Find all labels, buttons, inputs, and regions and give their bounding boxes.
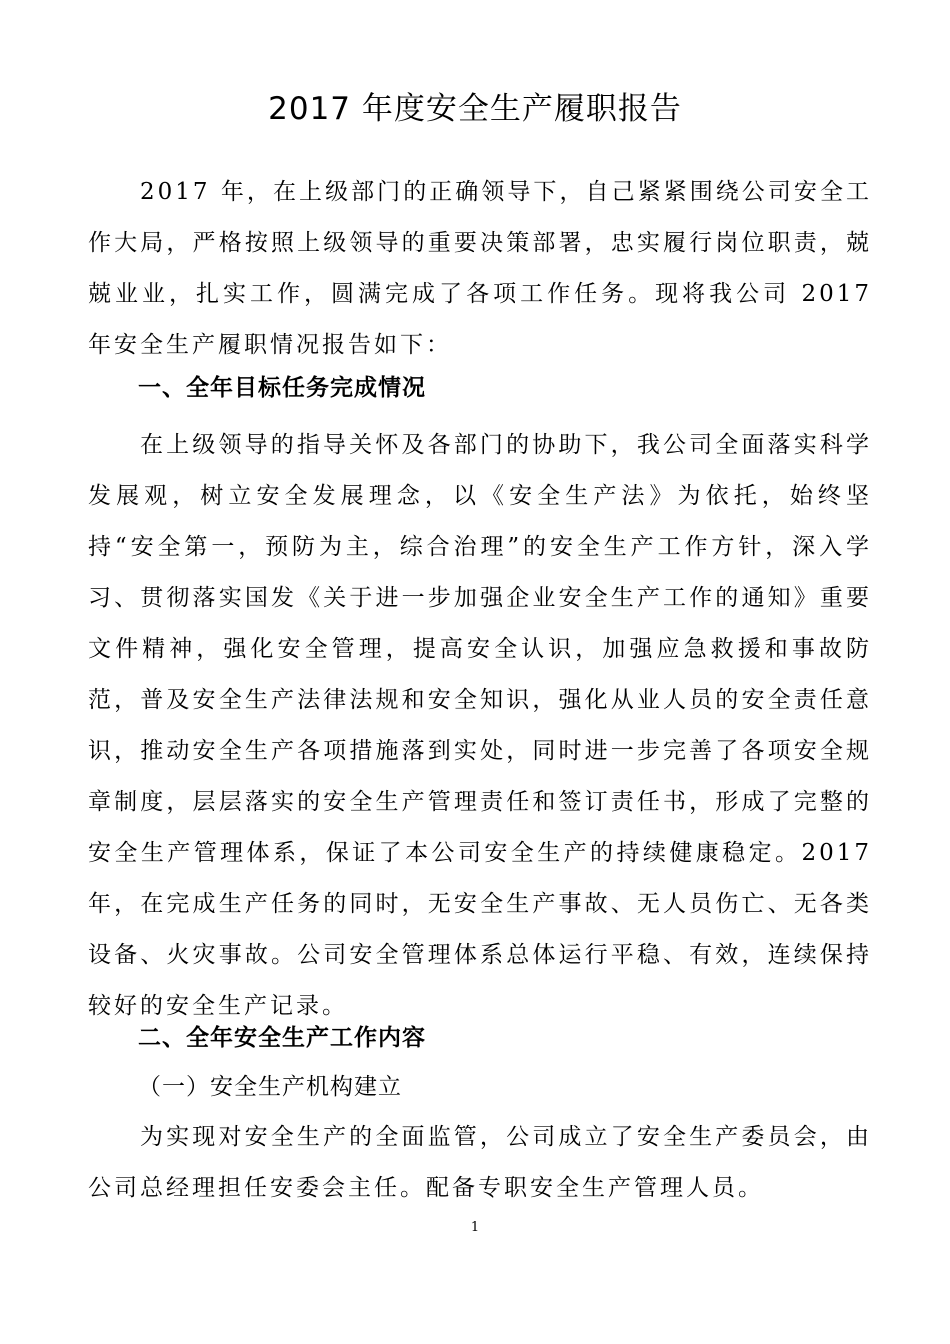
organization-paragraph: 为实现对安全生产的全面监管，公司成立了安全生产委员会，由公司总经理担任安委会主任。配备专职安全生产管理人员。 <box>88 1124 872 1201</box>
document-title: 2017 年度安全生产履职报告 <box>268 91 682 127</box>
section-heading-goals: 一、全年目标任务完成情况 <box>138 375 426 401</box>
subsection-heading-organization: （一）安全生产机构建立 <box>138 1074 402 1100</box>
intro-paragraph: 2017 年，在上级部门的正确领导下，自己紧紧围绕公司安全工作大局，严格按照上级领导的重要决策部署，忠实履行岗位职责，兢兢业业，扎实工作，圆满完成了各项工作任务。现将我公司 2017 年安全生产履职情况报告如下： <box>88 179 872 358</box>
section-heading-work-content: 二、全年安全生产工作内容 <box>138 1025 426 1051</box>
page-number: 1 <box>470 1220 480 1235</box>
goals-paragraph: 在上级领导的指导关怀及各部门的协助下，我公司全面落实科学发展观，树立安全发展理念，以《安全生产法》为依托，始终坚持“安全第一，预防为主，综合治理”的安全生产工作方针，深入学习、贯彻落实国发《关于进一步加强企业安全生产工作的通知》重要文件精神，强化安全管理，提高安全认识，加强应急救援和事故防范，普及安全生产法律法规和安全知识，强化从业人员的安全责任意识，推动安全生产各项措施落到实处，同时进一步完善了各项安全规章制度，层层落实的安全生产管理责任和签订责任书，形成了完整的安全生产管理体系，保证了本公司安全生产的持续健康稳定。2017 年，在完成生产任务的同时，无安全生产事故、无人员伤亡、无各类设备、火灾事故。公司安全管理体系总体运行平稳、有效，连续保持较好的安全生产记录。 <box>88 432 872 1019</box>
